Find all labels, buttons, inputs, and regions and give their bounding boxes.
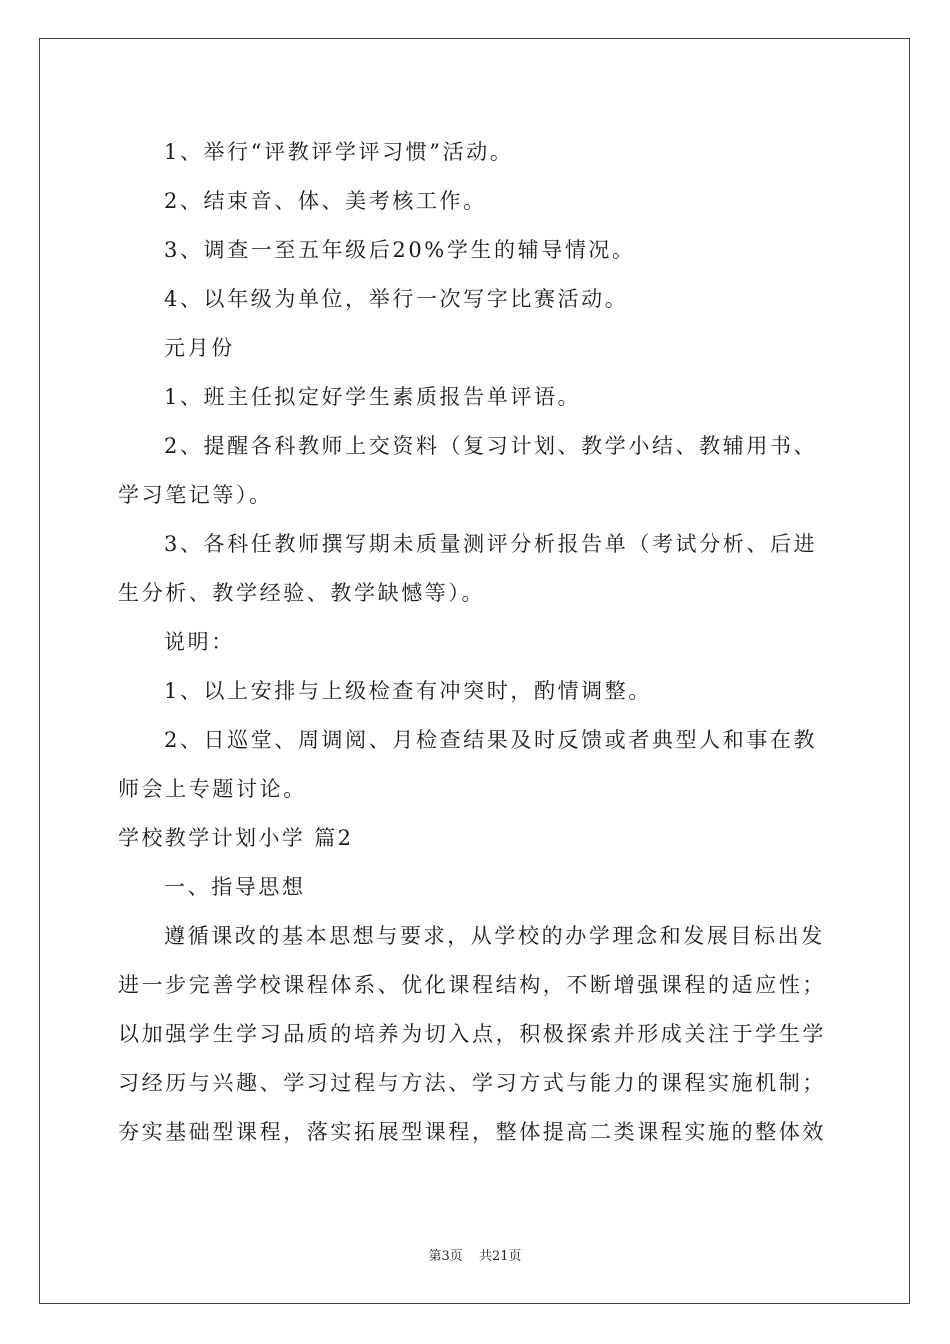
paragraph-line: 3、调查一至五年级后20%学生的辅导情况。	[164, 238, 636, 262]
section-heading: 一、指导思想	[164, 875, 306, 899]
paragraph-line: 1、举行“评教评学评习惯”活动。	[164, 140, 514, 164]
paragraph-line: 生分析、教学经验、教学缺憾等）。	[118, 581, 486, 605]
paragraph-line: 夯实基础型课程，落实拓展型课程，整体提高二类课程实施的整体效	[118, 1120, 826, 1144]
paragraph-line: 师会上专题讨论。	[118, 777, 307, 801]
paragraph-line: 2、提醒各科教师上交资料（复习计划、教学小结、教辅用书、	[164, 434, 818, 458]
paragraph-line: 1、班主任拟定好学生素质报告单评语。	[164, 385, 582, 409]
document-body	[118, 128, 834, 1157]
section-label: 元月份	[164, 336, 235, 360]
page-footer	[0, 1245, 950, 1264]
paragraph-line: 习经历与兴趣、学习过程与方法、学习方式与能力的课程实施机制；	[118, 1071, 826, 1095]
paragraph-line: 2、日巡堂、周调阅、月检查结果及时反馈或者典型人和事在教	[164, 728, 818, 752]
page-number: 第3页	[428, 1249, 463, 1264]
paragraph-line: 遵循课改的基本思想与要求，从学校的办学理念和发展目标出发	[164, 924, 825, 948]
paragraph-line: 学习笔记等）。	[118, 483, 273, 507]
paragraph-line: 以加强学生学习品质的培养为切入点，积极探索并形成关注于学生学	[118, 1022, 826, 1046]
paragraph-line: 进一步完善学校课程体系、优化课程结构，不断增强课程的适应性；	[118, 973, 826, 997]
section-label: 说明：	[164, 630, 235, 654]
paragraph-line: 2、结束音、体、美考核工作。	[164, 189, 487, 213]
article-title: 学校教学计划小学 篇2	[118, 826, 354, 850]
page-total: 共21页	[478, 1249, 522, 1264]
paragraph-line: 1、以上安排与上级检查有冲突时，酌情调整。	[164, 679, 652, 703]
paragraph-line: 3、各科任教师撰写期未质量测评分析报告单（考试分析、后进	[164, 532, 818, 556]
paragraph-line: 4、以年级为单位，举行一次写字比赛活动。	[164, 287, 629, 311]
